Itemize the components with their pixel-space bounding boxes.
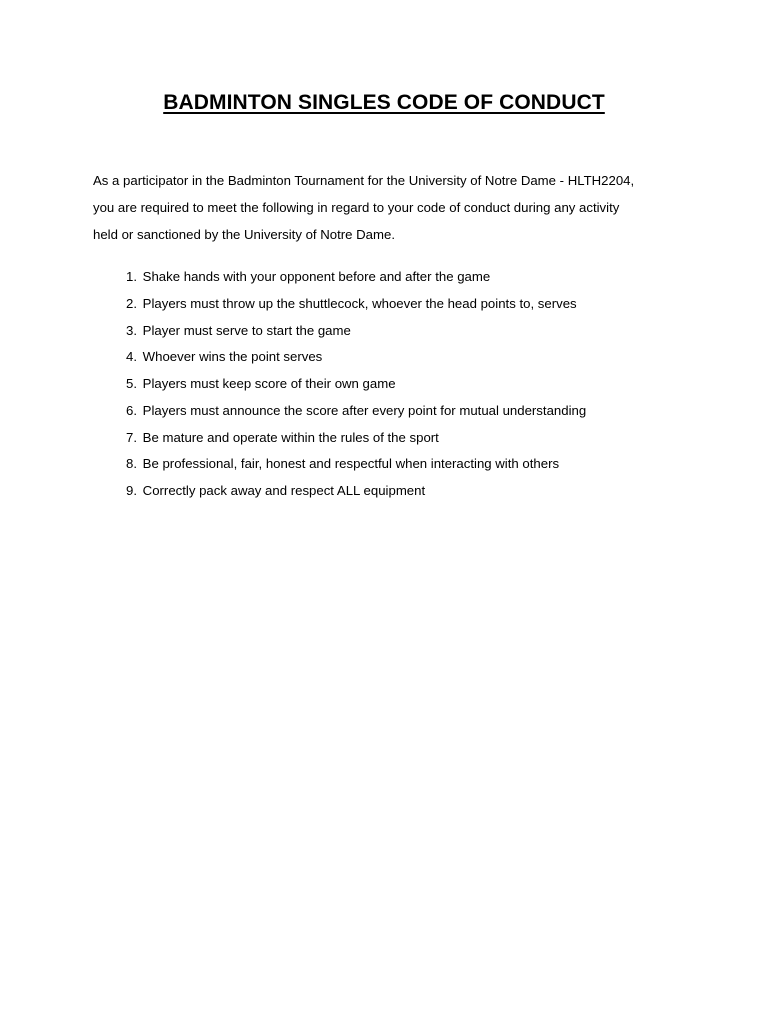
- list-item-number: 7.: [126, 429, 137, 445]
- list-item-number: 1.: [126, 269, 137, 284]
- list-item-text: Shake hands with your opponent before and after the game: [142, 269, 491, 284]
- list-item: [93, 451, 693, 478]
- list-item: [93, 425, 693, 452]
- list-item-number: 4.: [126, 349, 137, 365]
- list-item-number: 8.: [126, 456, 137, 472]
- list-item-text: Players must throw up the shuttlecock, whoever the head points to, serves: [142, 295, 577, 311]
- list-item-text: Player must serve to start the game: [142, 322, 351, 338]
- list-item: [93, 478, 693, 505]
- intro-paragraph: [93, 167, 693, 248]
- intro-line: held or sanctioned by the University of Notre Dame.: [93, 227, 395, 242]
- list-item-number: 6.: [126, 402, 137, 418]
- list-item-text: Whoever wins the point serves: [142, 349, 323, 365]
- list-item: [93, 318, 693, 345]
- list-item: [93, 264, 693, 291]
- list-item-text: Be mature and operate within the rules of the sport: [142, 429, 439, 445]
- list-item-text: Be professional, fair, honest and respectful when interacting with others: [142, 456, 560, 472]
- list-item-text: Players must keep score of their own game: [142, 376, 396, 391]
- rules-list: [93, 264, 693, 505]
- list-item: [93, 398, 693, 425]
- list-item-number: 2.: [126, 295, 137, 311]
- list-item: [93, 344, 693, 371]
- list-item: [93, 371, 693, 398]
- document-title: BADMINTON SINGLES CODE OF CONDUCT: [163, 91, 605, 114]
- list-item-text: Players must announce the score after every point for mutual understanding: [142, 402, 587, 418]
- intro-line: you are required to meet the following in regard to your code of conduct during any activity: [93, 200, 620, 215]
- list-item-text: Correctly pack away and respect ALL equipment: [142, 483, 426, 498]
- list-item-number: 5.: [126, 376, 137, 391]
- list-item-number: 9.: [126, 483, 137, 498]
- list-item: [93, 291, 693, 318]
- intro-line: As a participator in the Badminton Tournament for the University of Notre Dame - HLTH2204,: [93, 173, 635, 188]
- list-item-number: 3.: [126, 322, 137, 338]
